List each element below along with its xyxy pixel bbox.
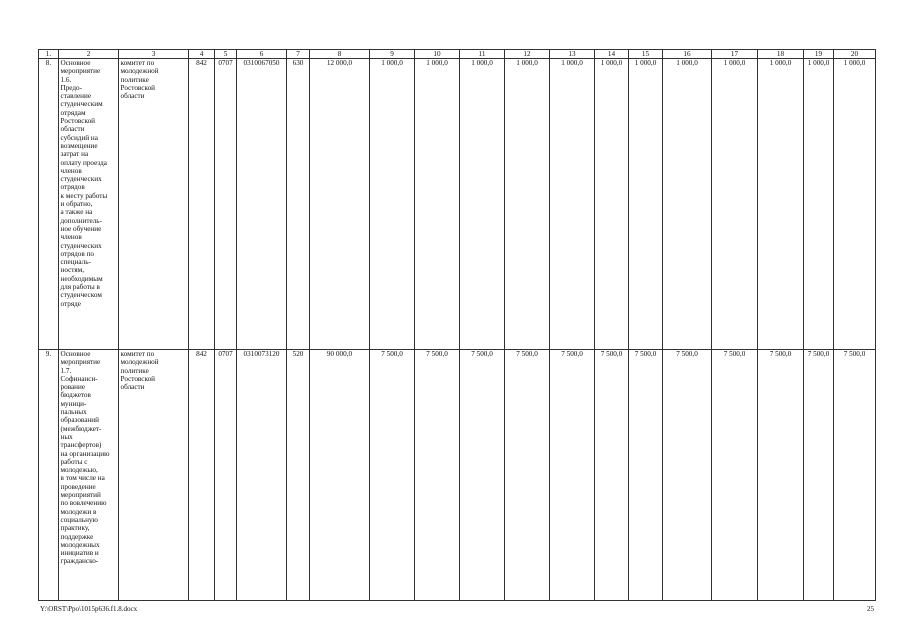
csr-code: 0310073120 (237, 350, 287, 601)
footer-file-path: Y:\ORST\Ppo\1015p636.f1.8.docx (40, 605, 138, 613)
year-amount: 7 500,0 (370, 350, 415, 601)
year-amount: 7 500,0 (663, 350, 712, 601)
total-amount: 90 000,0 (310, 350, 370, 601)
header-cell: 9 (370, 50, 415, 59)
executor-name: комитет по молодежной политике Ростовской области (119, 59, 189, 350)
header-cell: 18 (758, 50, 804, 59)
grbs-code: 842 (189, 350, 215, 601)
header-cell: 16 (663, 50, 712, 59)
header-cell: 13 (550, 50, 595, 59)
row-number: 8. (39, 59, 59, 350)
header-cell: 8 (310, 50, 370, 59)
year-amount: 1 000,0 (758, 59, 804, 350)
year-amount: 7 500,0 (834, 350, 876, 601)
year-amount: 7 500,0 (629, 350, 663, 601)
header-cell: 11 (460, 50, 505, 59)
executor-name: комитет по молодежной политике Ростовской области (119, 350, 189, 601)
year-amount: 7 500,0 (804, 350, 834, 601)
csr-code: 0310067050 (237, 59, 287, 350)
header-cell: 12 (505, 50, 550, 59)
year-amount: 1 000,0 (415, 59, 460, 350)
year-amount: 1 000,0 (550, 59, 595, 350)
vr-code: 630 (287, 59, 310, 350)
year-amount: 7 500,0 (712, 350, 758, 601)
header-cell: 7 (287, 50, 310, 59)
activity-name: Основное мероприятие 1.7. Софинанси- рование бюджетов муници- пальных образований (межбюджет- ных трансфертов) на организацию работы с молодежью, в том числе на проведение мероприятий по вовлечению молодежи в социальную практику, поддержке молодежных инициатив и гражданско- (59, 350, 119, 601)
header-cell: 15 (629, 50, 663, 59)
table-row (39, 350, 876, 601)
year-amount: 1 000,0 (370, 59, 415, 350)
vr-code: 520 (287, 350, 310, 601)
year-amount: 7 500,0 (460, 350, 505, 601)
rzpr-code: 0707 (215, 350, 237, 601)
row-number: 9. (39, 350, 59, 601)
budget-table-page (38, 49, 875, 601)
grbs-code: 842 (189, 59, 215, 350)
header-cell: 5 (215, 50, 237, 59)
year-amount: 1 000,0 (629, 59, 663, 350)
year-amount: 7 500,0 (758, 350, 804, 601)
header-cell: 10 (415, 50, 460, 59)
header-cell: 2 (59, 50, 119, 59)
header-cell: 20 (834, 50, 876, 59)
header-cell: 19 (804, 50, 834, 59)
rzpr-code: 0707 (215, 59, 237, 350)
header-cell: 17 (712, 50, 758, 59)
year-amount: 1 000,0 (505, 59, 550, 350)
year-amount: 1 000,0 (460, 59, 505, 350)
year-amount: 1 000,0 (712, 59, 758, 350)
header-cell: 1. (39, 50, 59, 59)
header-cell: 6 (237, 50, 287, 59)
header-cell: 14 (595, 50, 629, 59)
total-amount: 12 000,0 (310, 59, 370, 350)
year-amount: 1 000,0 (663, 59, 712, 350)
activity-name: Основное мероприятие 1.6. Предо- ставление студенческим отрядам Ростовской области субсидий на возмещение затрат на оплату проезда членов студенческих отрядов к месту работы и обратно, а также на дополнитель- ное обучение членов студенческих отрядов по специаль- ностям, необходимым для работы в студенческом отряде (59, 59, 119, 350)
table-row (39, 59, 876, 350)
year-amount: 7 500,0 (415, 350, 460, 601)
page-number: 25 (867, 605, 874, 613)
header-cell: 4 (189, 50, 215, 59)
header-row (39, 50, 876, 59)
year-amount: 1 000,0 (804, 59, 834, 350)
budget-table (38, 49, 876, 601)
year-amount: 7 500,0 (595, 350, 629, 601)
year-amount: 1 000,0 (595, 59, 629, 350)
year-amount: 7 500,0 (505, 350, 550, 601)
year-amount: 1 000,0 (834, 59, 876, 350)
year-amount: 7 500,0 (550, 350, 595, 601)
header-cell: 3 (119, 50, 189, 59)
